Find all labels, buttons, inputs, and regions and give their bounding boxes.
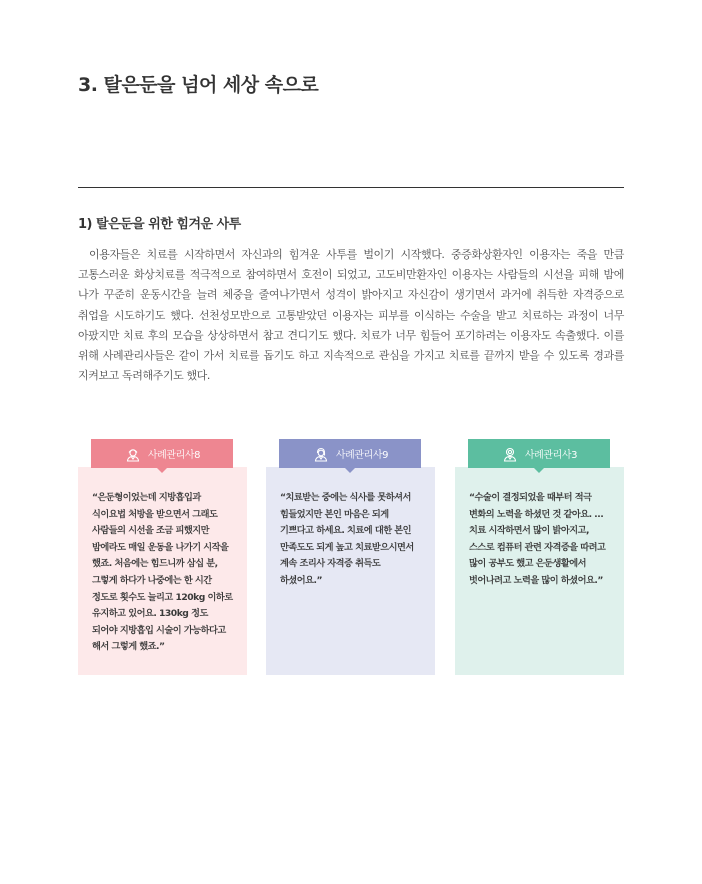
section-heading: 1) 탈은둔을 위한 힘겨운 사투 bbox=[78, 217, 241, 232]
card-label-text: 사례관리사8 bbox=[147, 450, 201, 461]
card-quote: “수술이 결정되었을 때부터 적극 변화의 노력을 하셨던 것 같아요. … 치료 시작하면서 많이 밝아지고, 스스로 컴퓨터 관련 자격증을 따려고 많이 공부도 했고 은둔생활에서 벗어나려고 노력을 많이 하셨어요.” bbox=[469, 492, 606, 586]
card-quote: “은둔형이었는데 지방흡입과 식이요법 처방을 받으면서 그래도 사람들의 시선을 조금 피했지만 밤에라도 매일 운동을 나가기 시작을 했죠. 처음에는 힘드니까 삼십 분, 그렇게 하다가 나중에는 한 시간 정도로 횟수도 늘리고 120kg 이하로 유지하고 있어요. 130kg 정도 되어야 지방흡입 시술이 가능하다고 해서 그렇게 했죠.” bbox=[92, 492, 233, 653]
card-label-1 bbox=[91, 439, 233, 468]
card-label-text: 사례관리사9 bbox=[335, 450, 389, 461]
card-label-text: 사례관리사3 bbox=[524, 450, 578, 461]
card-quote: “치료받는 중에는 식사를 못하셔서 힘들었지만 본인 마음은 되게 기쁘다고 하세요. 치료에 대한 본인 만족도도 되게 높고 치료받으시면서 계속 조리사 자격증 취득도 하셨어요.” bbox=[280, 492, 414, 586]
section-divider bbox=[78, 187, 624, 188]
person-icon bbox=[501, 445, 519, 463]
body-paragraph: 이용자들은 치료를 시작하면서 자신과의 힘겨운 사투를 벌이기 시작했다. 중증화상환자인 이용자는 죽을 만큼 고통스러운 화상치료를 적극적으로 참여하면서 호전이 되었고, 고도비만환자인 이용자는 사람들의 시선을 피해 밤에 나가 꾸준히 운동시간을 늘려 체중을 줄여나가면서 성격이 밝아지고 자신감이 생기면서 과거에 취득한 자격증으로 취업을 시도하기도 했다. 선천성모반으로 고통받았던 이용자는 피부를 이식하는 수술을 받고 치료하는 과정이 너무 아팠지만 치료 후의 모습을 상상하면서 참고 견디기도 했다. 치료가 너무 힘들어 포기하려는 이용자도 속출했다. 이를 위해 사례관리사들은 같이 가서 치료를 돕기도 하고 지속적으로 관심을 가지고 치료를 끝까지 받을 수 있도록 경과를 지켜보고 독려해주기도 했다. bbox=[78, 248, 624, 383]
person-icon bbox=[312, 445, 330, 463]
quote-card-3 bbox=[455, 467, 624, 675]
card-label-2 bbox=[279, 439, 421, 468]
page-title: 3. 탈은둔을 넘어 세상 속으로 bbox=[78, 74, 319, 96]
card-label-3 bbox=[468, 439, 610, 468]
person-icon bbox=[124, 445, 142, 463]
quote-card-2 bbox=[266, 467, 435, 675]
quote-card-1 bbox=[78, 467, 247, 675]
